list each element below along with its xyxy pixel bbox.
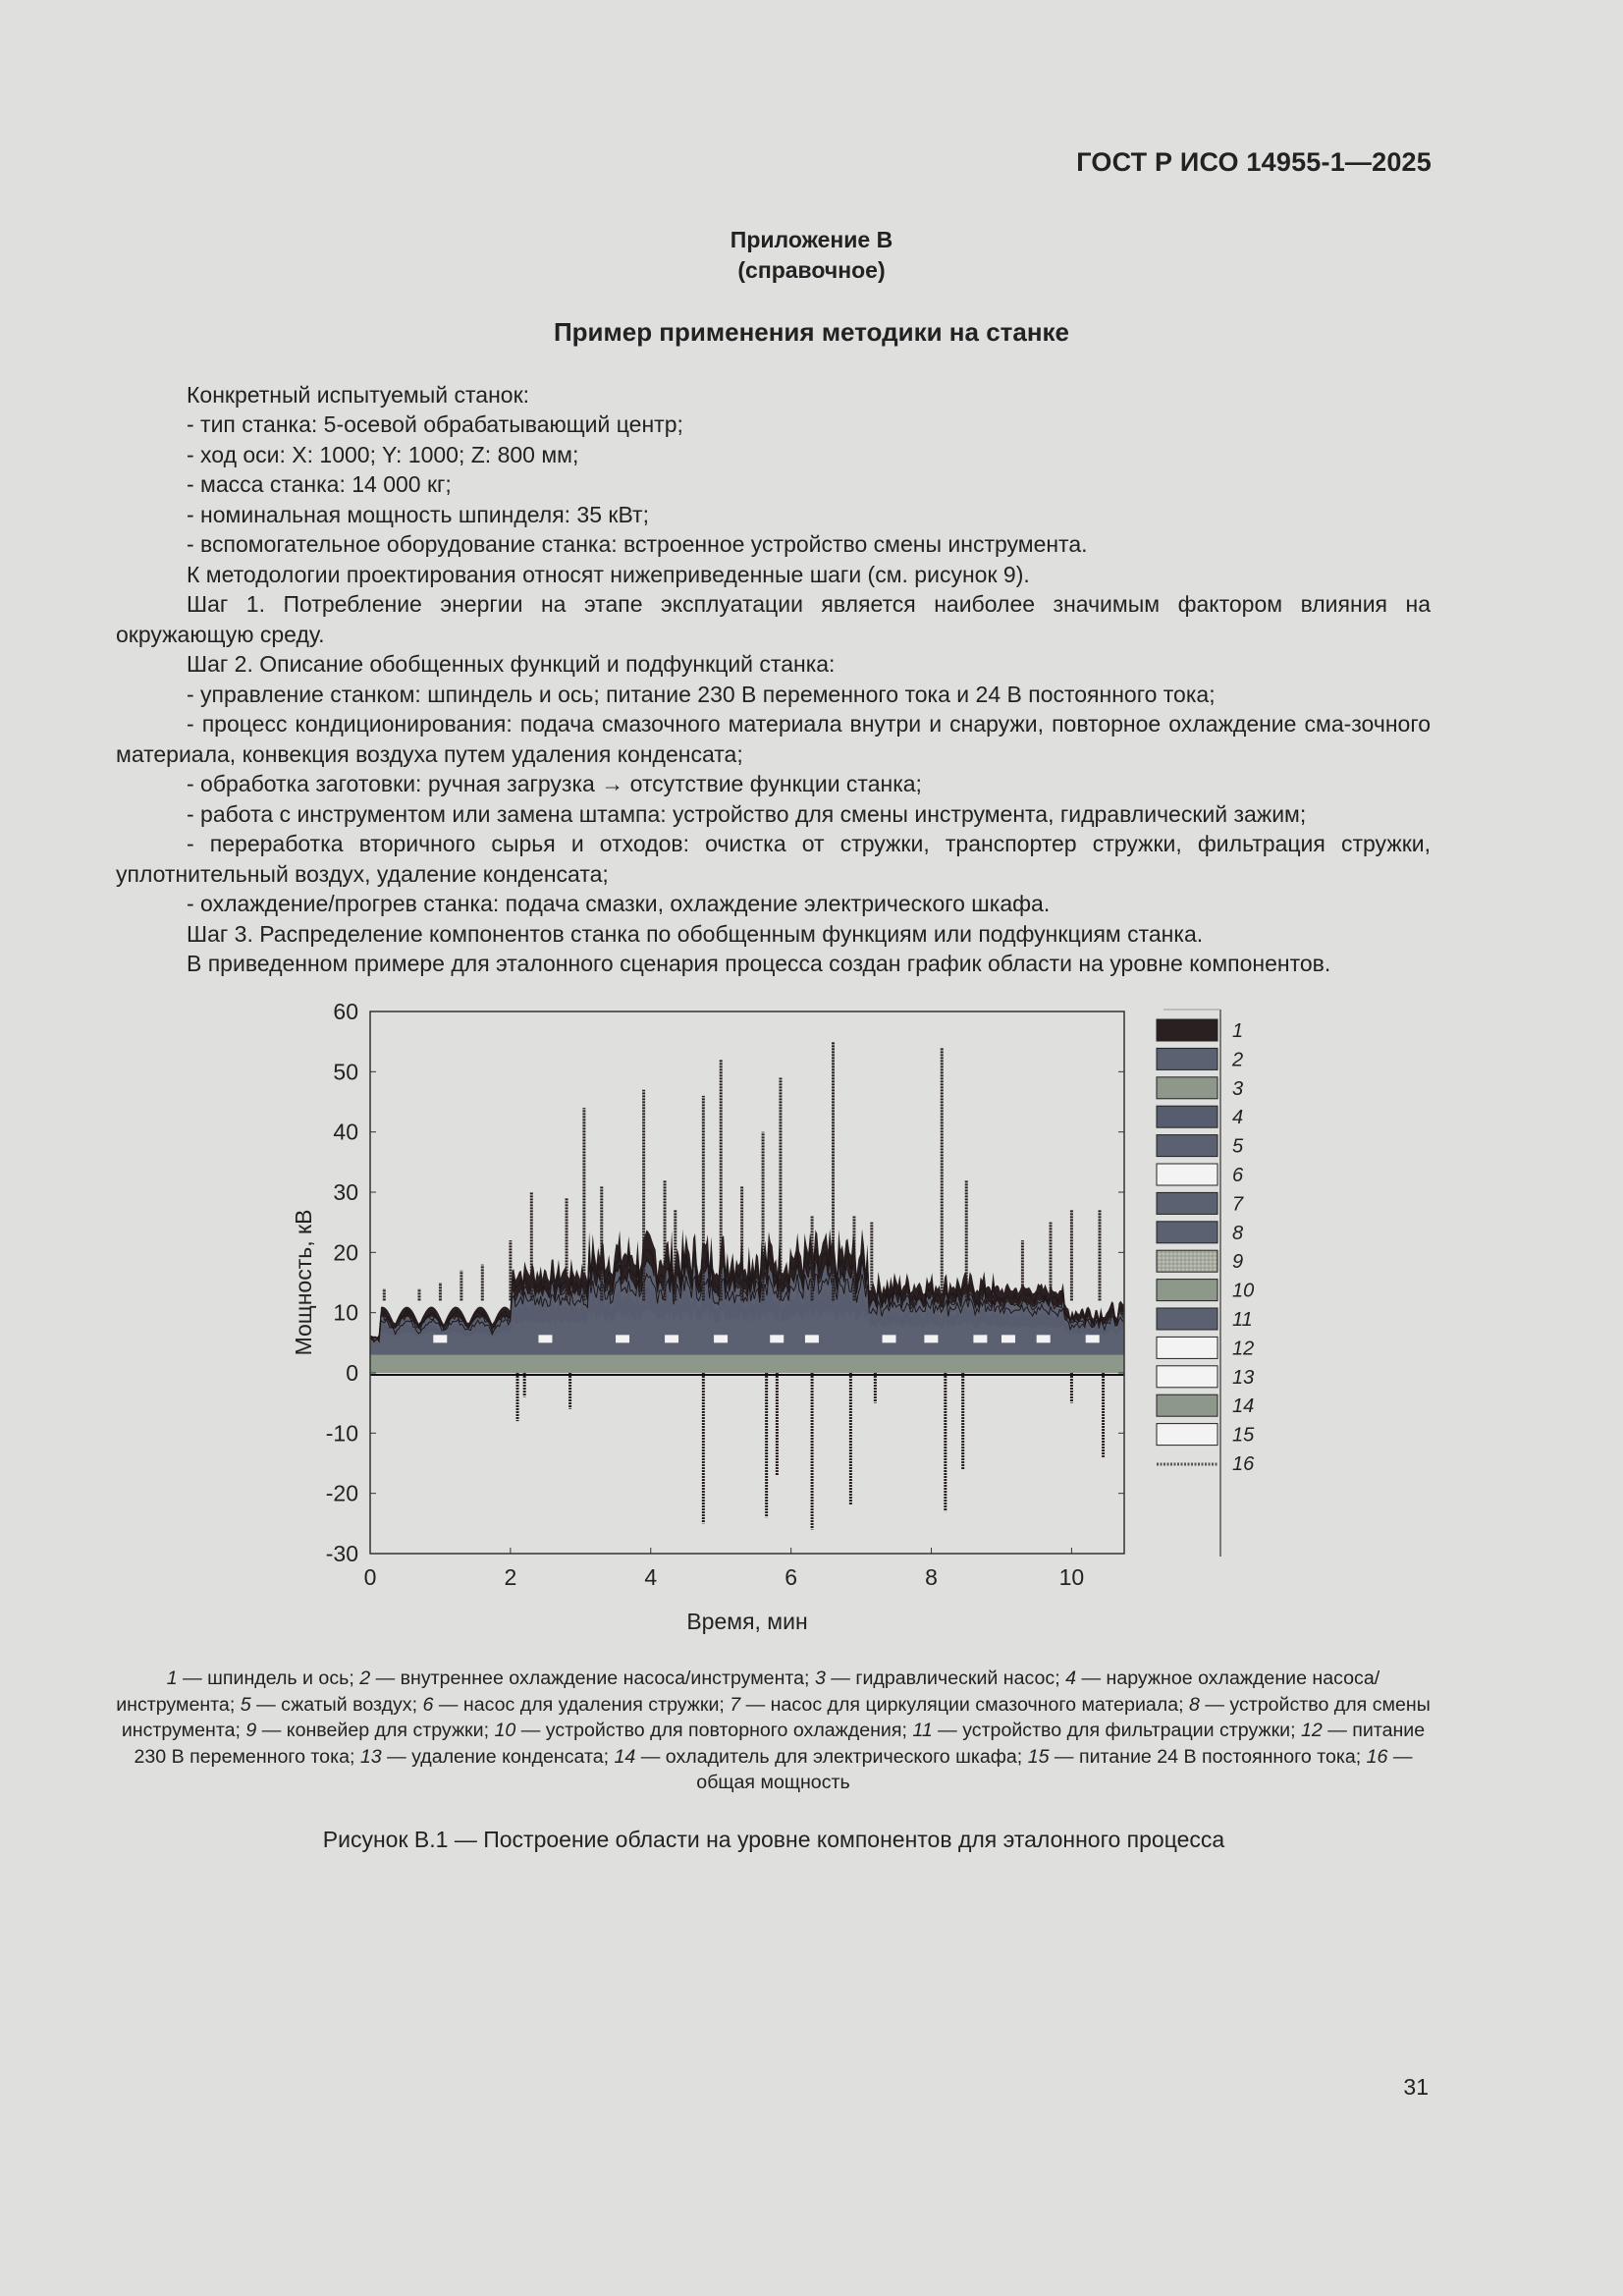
y-tick-label: 0 [346, 1360, 358, 1386]
paragraph: - масса станка: 14 000 кг; [187, 471, 452, 497]
appendix-title: Приложение В [730, 227, 893, 252]
legend-swatch-14 [1157, 1394, 1217, 1416]
area-series-6-notch [1001, 1335, 1015, 1342]
appendix-subtitle: (справочное) [737, 257, 886, 283]
legend-label-14: 14 [1232, 1395, 1255, 1418]
area-series-11 [370, 1342, 1124, 1354]
legend-label-13: 13 [1232, 1366, 1255, 1389]
x-tick-label: 0 [363, 1564, 377, 1590]
paragraph: Шаг 2. Описание обобщенных функций и подфункций станка: [187, 651, 836, 677]
y-tick-label: -10 [325, 1420, 358, 1447]
y-tick-label: 30 [333, 1179, 358, 1205]
x-tick-label: 4 [644, 1564, 658, 1590]
paragraph: - тип станка: 5-осевой обрабатывающий центр; [187, 411, 683, 437]
area-series-3 [370, 1355, 1124, 1373]
paragraph: - ход оси: X: 1000; Y: 1000; Z: 800 мм; [187, 442, 579, 467]
area-series-6-notch [433, 1335, 447, 1342]
legend-swatch-4 [1157, 1106, 1217, 1127]
legend-label-10: 10 [1232, 1280, 1255, 1302]
x-axis-label: Время, мин [686, 1609, 808, 1634]
legend-swatch-15 [1157, 1424, 1217, 1446]
section-heading: Пример применения методики на станке [553, 317, 1070, 347]
paragraph: - работа с инструментом или замена штампа: устройство для смены инструмента, гидравлический зажим; [187, 801, 1307, 827]
paragraph: В приведенном примере для эталонного сценария процесса создан график области на уровне компонентов. [187, 951, 1331, 976]
legend-swatch-7 [1157, 1192, 1217, 1214]
y-tick-label: 40 [333, 1119, 358, 1145]
paragraph: - охлаждение/прогрев станка: подача смазки, охлаждение электрического шкафа. [187, 891, 1051, 916]
area-series-6-notch [770, 1335, 784, 1342]
x-tick-label: 6 [784, 1564, 798, 1590]
paragraph: - номинальная мощность шпинделя: 35 кВт; [187, 502, 649, 527]
area-series-6-notch [665, 1335, 678, 1342]
x-tick-label: 8 [925, 1564, 938, 1590]
legend-swatch-2 [1157, 1048, 1217, 1069]
y-tick-label: -30 [325, 1541, 358, 1566]
legend-swatch-13 [1157, 1366, 1217, 1388]
legend-label-11: 11 [1232, 1309, 1253, 1331]
y-axis-label: Мощность, кВ [291, 1209, 316, 1356]
page-number: 31 [1403, 2074, 1429, 2100]
area-series-6-notch [924, 1335, 938, 1342]
area-series-6-notch [883, 1335, 896, 1342]
legend-label-12: 12 [1232, 1338, 1255, 1360]
legend-label-6: 6 [1232, 1165, 1244, 1186]
legend-swatch-1 [1157, 1019, 1217, 1041]
paragraph: - обработка заготовки: ручная загрузка → отсутствие функции станка; [187, 771, 922, 796]
legend-swatch-8 [1157, 1222, 1217, 1243]
area-series-6-notch [616, 1335, 629, 1342]
legend-label-4: 4 [1232, 1107, 1244, 1129]
y-tick-label: 10 [333, 1299, 358, 1326]
figure-caption: Рисунок В.1 — Построение области на уровне компонентов для эталонного процесса [322, 1827, 1225, 1852]
legend-label-2: 2 [1232, 1049, 1244, 1071]
legend-swatch-6 [1157, 1164, 1217, 1185]
paragraph: - процесс кондиционирования: подача смазочного материала внутри и снаружи, повторное охлаждение сма-зочного материала, конвекция воздуха путем удаления конденсата; [116, 711, 1431, 767]
legend-label-3: 3 [1232, 1077, 1244, 1100]
y-tick-label: 60 [333, 1002, 358, 1024]
paragraph: - вспомогательное оборудование станка: встроенное устройство смены инструмента. [187, 531, 1088, 557]
paragraph: Шаг 1. Потребление энергии на этапе эксплуатации является наиболее значимым фактором влияния на окружающую среду. [116, 591, 1431, 647]
area-series-6-notch [973, 1335, 987, 1342]
legend-swatch-11 [1157, 1308, 1217, 1330]
y-tick-label: 50 [333, 1059, 358, 1085]
legend-label-9: 9 [1232, 1251, 1244, 1274]
paragraph: К методологии проектирования относят нижеприведенные шаги (см. рисунок 9). [187, 562, 1030, 587]
paragraph: Шаг 3. Распределение компонентов станка по обобщенным функциям или подфункциям станка. [187, 921, 1204, 947]
paragraph: - переработка вторичного сырья и отходов: очистка от стружки, транспортер стружки, фильтрация стружки, уплотнительный воздух, удаление конденсата; [116, 831, 1431, 887]
legend-swatch-5 [1157, 1135, 1217, 1157]
figure-key: 1 — шпиндель и ось; 2 — внутреннее охлаждение насоса/инструмента; 3 — гидравлический насос; 4 — наружное охлаждение насоса/инструмента; 5 — сжатый воздух; 6 — насос для удаления стружки; 7 — насос для циркуляции смазочного материала; 8 — устройство для смены инструмента; 9 — конвейер для стружки; 10 — устройство для повторного охлаждения; 11 — устройство для фильтрации стружки; 12 — питание 230 В переменного тока; 13 — удаление конденсата; 14 — охладитель для электрического шкафа; 15 — питание 24 В постоянного тока; 16 — общая мощность [116, 1667, 1431, 1793]
x-tick-label: 2 [504, 1564, 517, 1590]
paragraph: Конкретный испытуемый станок: [187, 382, 530, 408]
x-tick-label: 10 [1058, 1564, 1085, 1590]
legend-label-16: 16 [1232, 1453, 1255, 1475]
legend-swatch-10 [1157, 1280, 1217, 1301]
area-series-6-notch [805, 1335, 819, 1342]
area-series-6-notch [714, 1335, 728, 1342]
standard-number: ГОСТ Р ИСО 14955-1—2025 [1076, 147, 1432, 177]
area-series-6-notch [1037, 1335, 1051, 1342]
legend-label-7: 7 [1232, 1193, 1244, 1216]
legend-swatch-12 [1157, 1337, 1217, 1358]
paragraph: - управление станком: шпиндель и ось; питание 230 В переменного тока и 24 В постоянного тока; [187, 682, 1216, 707]
legend-label-8: 8 [1232, 1222, 1244, 1244]
y-tick-label: 20 [333, 1239, 358, 1266]
legend-label-1: 1 [1232, 1020, 1244, 1042]
legend-label-15: 15 [1232, 1424, 1255, 1447]
legend-swatch-3 [1157, 1077, 1217, 1099]
legend-label-5: 5 [1232, 1135, 1244, 1158]
area-series-6-notch [538, 1335, 552, 1342]
area-chart [275, 1002, 1296, 1640]
y-tick-label: -20 [325, 1480, 358, 1506]
area-series-6-notch [1086, 1335, 1100, 1342]
legend-swatch-9 [1157, 1250, 1217, 1272]
